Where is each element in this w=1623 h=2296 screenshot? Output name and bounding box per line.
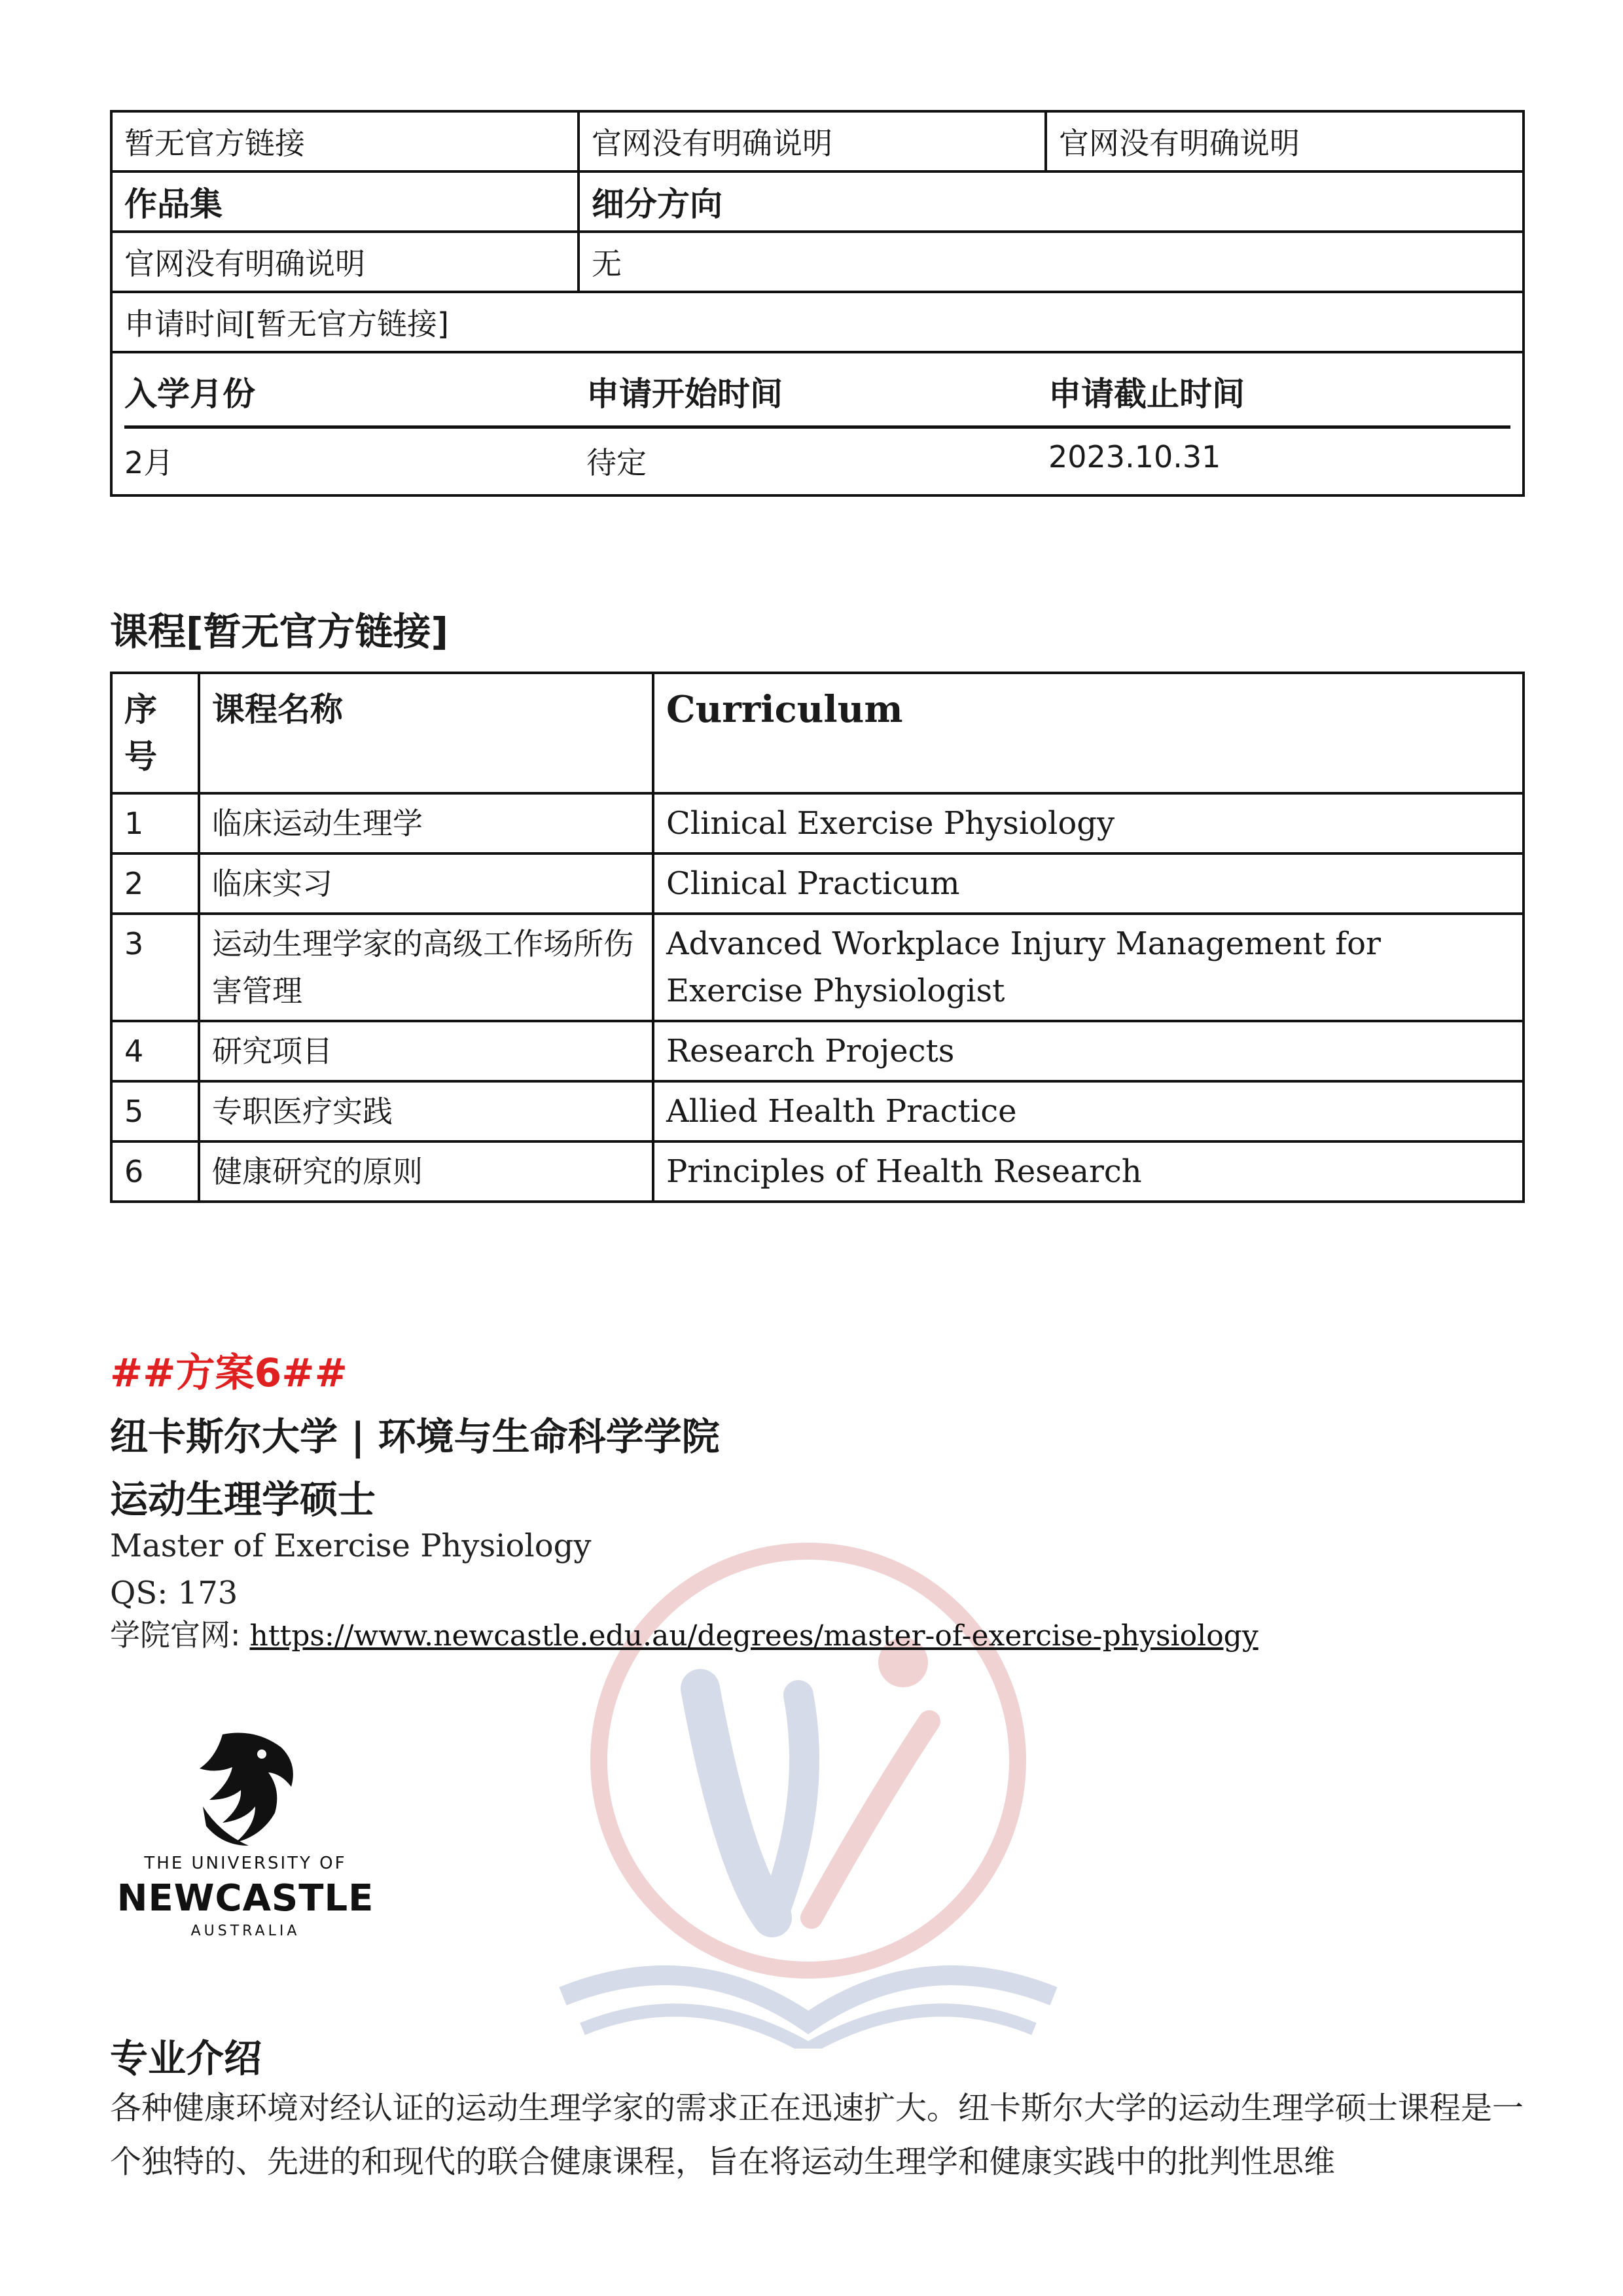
horse-head-logo-icon bbox=[183, 1728, 308, 1852]
no-column-header: 序号 bbox=[111, 673, 199, 793]
table-cell: 官网没有明确说明 bbox=[1046, 111, 1524, 171]
direction-value: 无 bbox=[579, 232, 1524, 292]
course-name-en: Advanced Workplace Injury Management for Exercise Physiologist bbox=[653, 914, 1524, 1021]
qs-ranking: QS: 173 bbox=[110, 1575, 238, 1611]
watermark-logo-icon bbox=[537, 1525, 1080, 2049]
course-no: 3 bbox=[111, 914, 199, 1021]
course-no: 4 bbox=[111, 1021, 199, 1081]
table-row bbox=[111, 1021, 1524, 1081]
logo-line-2: NEWCASTLE bbox=[116, 1877, 374, 1920]
course-name-cn: 运动生理学家的高级工作场所伤害管理 bbox=[199, 914, 653, 1021]
deadline-header: 申请截止时间 bbox=[1048, 353, 1510, 429]
table-cell: 官网没有明确说明 bbox=[579, 111, 1046, 171]
program-tag: ##方案6## bbox=[110, 1350, 348, 1396]
course-name-cn: 研究项目 bbox=[199, 1021, 653, 1081]
course-name-cn: 专职医疗实践 bbox=[199, 1081, 653, 1141]
logo-line-1: THE UNIVERSITY OF bbox=[144, 1854, 347, 1873]
table-row bbox=[111, 1081, 1524, 1141]
courses-section-title: 课程[暂无官方链接] bbox=[110, 609, 449, 654]
degree-title-en: Master of Exercise Physiology bbox=[110, 1528, 592, 1564]
table-row bbox=[111, 853, 1524, 914]
admission-info-table bbox=[110, 110, 1525, 497]
direction-header: 细分方向 bbox=[579, 171, 1524, 232]
deadline-value: 2023.10.31 bbox=[1048, 439, 1221, 475]
portfolio-value: 官网没有明确说明 bbox=[111, 232, 579, 292]
course-name-cn: 健康研究的原则 bbox=[199, 1141, 653, 1202]
table-row bbox=[111, 1141, 1524, 1202]
website-row bbox=[110, 1611, 1258, 1655]
table-row bbox=[111, 111, 1524, 171]
application-dates-cell bbox=[111, 352, 1524, 495]
logo-line-3: AUSTRALIA bbox=[190, 1923, 300, 1939]
intake-month-header: 入学月份 bbox=[124, 353, 586, 429]
course-table bbox=[110, 672, 1525, 1203]
intake-month-value: 2月 bbox=[124, 445, 174, 480]
website-link[interactable]: https://www.newcastle.edu.au/degrees/master-of-exercise-physiology bbox=[249, 1619, 1258, 1653]
course-name-en: Allied Health Practice bbox=[653, 1081, 1524, 1141]
website-label: 学院官网: bbox=[110, 1617, 241, 1653]
course-name-en: Principles of Health Research bbox=[653, 1141, 1524, 1202]
curriculum-column-header: Curriculum bbox=[653, 673, 1524, 793]
university-logo bbox=[111, 1702, 380, 1970]
application-time-label: 申请时间[暂无官方链接] bbox=[111, 292, 1524, 352]
course-name-en: Research Projects bbox=[653, 1021, 1524, 1081]
table-row bbox=[111, 292, 1524, 352]
course-no: 2 bbox=[111, 853, 199, 914]
table-row bbox=[111, 793, 1524, 853]
course-name-cn: 临床实习 bbox=[199, 853, 653, 914]
table-header-row bbox=[111, 673, 1524, 793]
course-name-column-header: 课程名称 bbox=[199, 673, 653, 793]
degree-title-cn: 运动生理学硕士 bbox=[110, 1477, 376, 1522]
intro-text: 各种健康环境对经认证的运动生理学家的需求正在迅速扩大。纽卡斯尔大学的运动生理学硕士课程是一个独特的、先进的和现代的联合健康课程，旨在将运动生理学和健康实践中的批判性思维 bbox=[110, 2090, 1524, 2180]
course-name-cn: 临床运动生理学 bbox=[199, 793, 653, 853]
course-no: 5 bbox=[111, 1081, 199, 1141]
university-school-title: 纽卡斯尔大学 | 环境与生命科学学院 bbox=[110, 1414, 720, 1459]
portfolio-header: 作品集 bbox=[111, 171, 579, 232]
course-name-en: Clinical Exercise Physiology bbox=[653, 793, 1524, 853]
table-cell: 暂无官方链接 bbox=[111, 111, 579, 171]
course-no: 1 bbox=[111, 793, 199, 853]
course-no: 6 bbox=[111, 1141, 199, 1202]
course-name-en: Clinical Practicum bbox=[653, 853, 1524, 914]
intro-title: 专业介绍 bbox=[110, 2036, 262, 2081]
table-row bbox=[111, 171, 1524, 232]
start-time-value: 待定 bbox=[586, 445, 647, 480]
table-row bbox=[111, 914, 1524, 1021]
table-row bbox=[111, 352, 1524, 495]
application-dates-grid bbox=[124, 353, 1510, 494]
table-row bbox=[111, 232, 1524, 292]
start-time-header: 申请开始时间 bbox=[586, 353, 1048, 429]
